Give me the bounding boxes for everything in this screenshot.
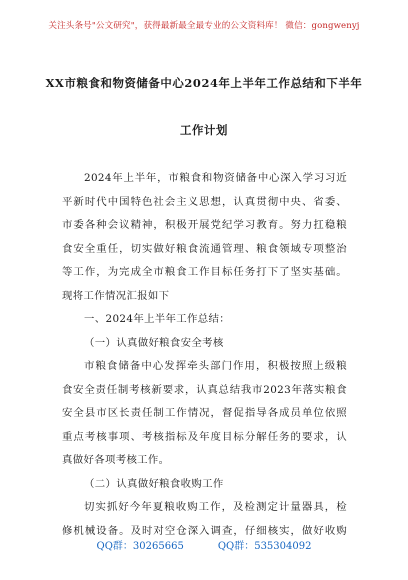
body-line: 真做好各项考核工作。 — [62, 454, 170, 466]
footer-qq-group-2: QQ群：535304092 — [217, 541, 312, 552]
section-heading: 一、2024年上半年工作总结： — [84, 313, 230, 325]
body-line: 切实抓好今年夏粮收购工作，及检测定计量器具，检 — [84, 501, 347, 513]
subsection-heading: （一）认真做好粮食安全考核 — [84, 337, 224, 349]
body-line: 现将工作情况汇报如下 — [62, 290, 170, 302]
body-line: 市委各种会议精神，积极开展党纪学习教育。努力扛稳粮 — [62, 219, 347, 231]
footer-contacts — [0, 537, 408, 552]
document-title-line-2: 工作计划 — [180, 123, 228, 137]
body-line: 等工作，为完成全市粮食工作目标任务打下了坚实基础。 — [62, 266, 347, 278]
body-line: 食安全责任制考核新要求，认真总结我市2023年落实粮食 — [62, 384, 347, 396]
body-line: 市粮食储备中心发挥牵头部门作用，积极按照上级粮 — [84, 360, 347, 372]
body-line: 修机械设备。及时对空仓深入调查，仔细核实，做好收购 — [62, 525, 347, 537]
header-note: 关注头条号"公文研究"，获得最新最全最专业的公文资料库！ 微信：gongwenyj — [48, 21, 360, 31]
document-title-line-1: XX市粮食和物资储备中心2024年上半年工作总结和下半年 — [45, 76, 363, 90]
footer-qq-group-1: QQ群：30265665 — [96, 541, 184, 552]
body-line: 2024年上半年，市粮食和物资储备中心深入学习习近 — [84, 172, 347, 184]
body-line: 平新时代中国特色社会主义思想，认真贯彻中央、省委、 — [62, 196, 347, 208]
body-line: 重点考核事项、考核指标及年度目标分解任务的要求，认 — [62, 431, 347, 443]
subsection-heading: （二）认真做好粮食收购工作 — [84, 478, 224, 490]
body-line: 安全县市区长责任制工作情况，督促指导各成员单位依照 — [62, 407, 347, 419]
body-line: 食安全重任，切实做好粮食流通管理、粮食领域专项整治 — [62, 243, 347, 255]
